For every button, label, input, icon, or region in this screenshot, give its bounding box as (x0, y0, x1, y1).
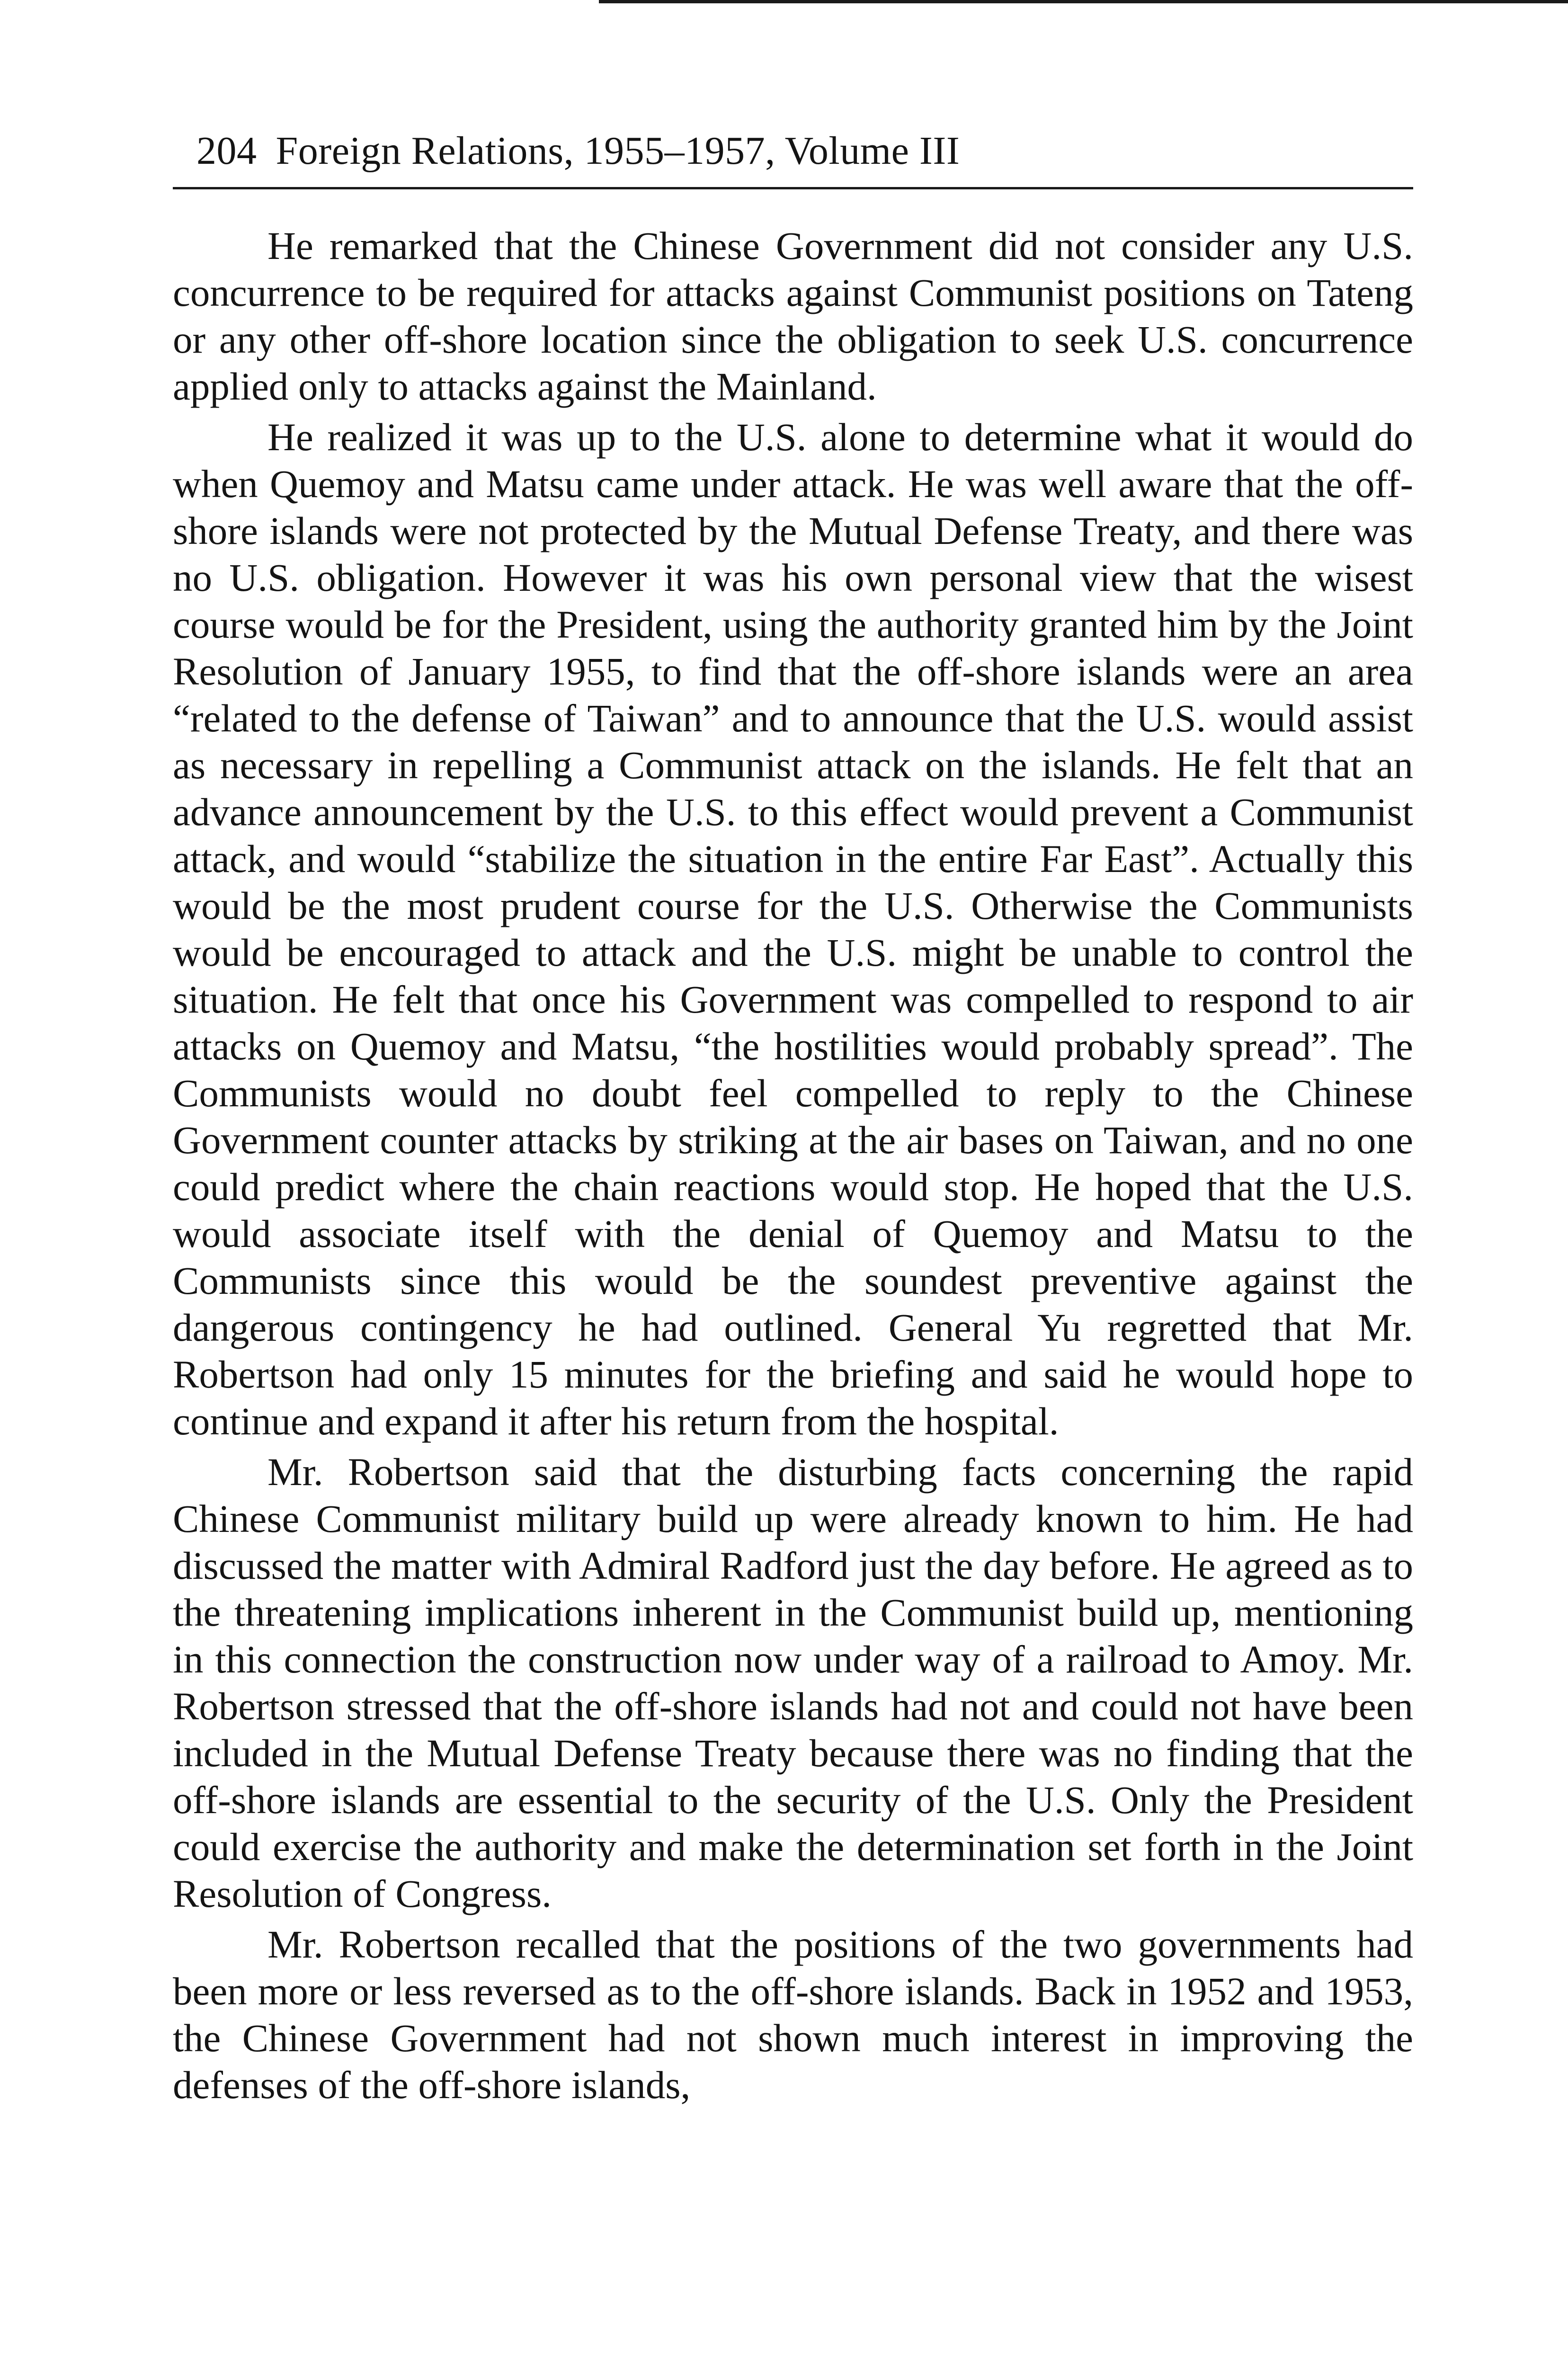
paragraph-3: Mr. Robertson said that the disturbing facts concerning the rapid Chinese Communist military build up were already known to him. He had discussed the matter with Admiral Radford just the day before. He agreed as to the threatening implications inherent in the Communist build up, mentioning in this connection the construction now under way of a railroad to Amoy. Mr. Robertson stressed that the off-shore islands had not and could not have been included in the Mutual Defense Treaty because there was no finding that the off-shore islands are essential to the security of the U.S. Only the President could exercise the authority and make the determination set forth in the Joint Resolution of Congress. (173, 1450, 1413, 1915)
running-header (173, 128, 1413, 189)
paragraph-4: Mr. Robertson recalled that the positions of the two governments had been more or less reversed as to the off-shore islands. Back in 1952 and 1953, the Chinese Government had not shown much interest in improving the defenses of the off-shore islands, (173, 1922, 1413, 2107)
document-page (173, 128, 1413, 2109)
body-text (173, 222, 1413, 2109)
paragraph-2: He realized it was up to the U.S. alone to determine what it would do when Quemoy and Matsu came under attack. He was well aware that the off-shore islands were not protected by the Mutual Defense Treaty, and there was no U.S. obligation. However it was his own personal view that the wisest course would be for the President, using the authority granted him by the Joint Resolution of January 1955, to find that the off-shore islands were an area “related to the defense of Taiwan” and to announce that the U.S. would assist as necessary in repelling a Communist attack on the islands. He felt that an advance announcement by the U.S. to this effect would prevent a Communist attack, and would “stabilize the situation in the entire Far East”. Actually this would be the most prudent course for the U.S. Otherwise the Communists would be encouraged to attack and the U.S. might be unable to control the situation. He felt that once his Government was compelled to respond to air attacks on Quemoy and Matsu, “the hostilities would probably spread”. The Communists would no doubt feel compelled to reply to the Chinese Government counter attacks by striking at the air bases on Taiwan, and no one could predict where the chain reactions would stop. He hoped that the U.S. would associate itself with the denial of Quemoy and Matsu to the Communists since this would be the soundest preventive against the dangerous contingency he had outlined. General Yu regretted that Mr. Robertson had only 15 minutes for the briefing and said he would hope to continue and expand it after his return from the hospital. (173, 415, 1413, 1443)
page-number: 204 (196, 129, 257, 173)
top-edge-rule (599, 0, 1568, 3)
paragraph-1: He remarked that the Chinese Government did not consider any U.S. concurrence to be required for attacks against Communist positions on Tateng or any other off-shore location since the obligation to seek U.S. concurrence applied only to attacks against the Mainland. (173, 224, 1413, 408)
running-title: Foreign Relations, 1955–1957, Volume III (276, 129, 960, 173)
